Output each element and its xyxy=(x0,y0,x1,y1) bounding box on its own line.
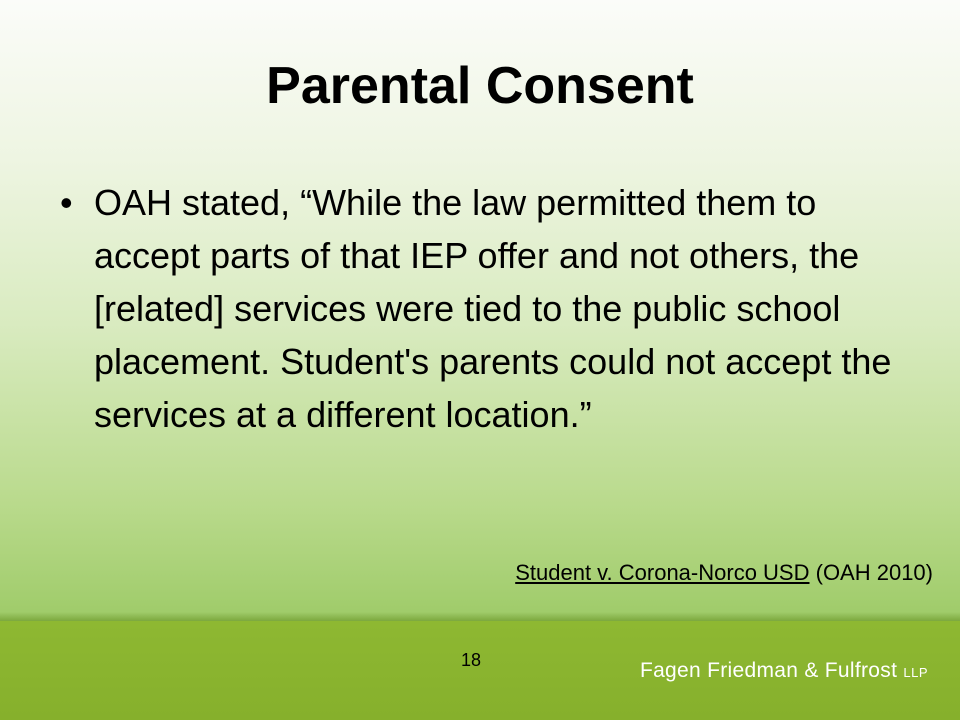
slide-title: Parental Consent xyxy=(266,57,694,115)
page-number: 18 xyxy=(460,650,482,670)
case-name: Student v. Corona-Norco USD xyxy=(515,560,810,585)
case-detail: (OAH 2010) xyxy=(809,560,933,585)
firm-name: Fagen Friedman & Fulfrost xyxy=(639,659,904,682)
bullet-icon: • xyxy=(60,182,73,223)
firm-suffix: LLP xyxy=(903,665,928,680)
bullet-text: OAH stated, “While the law permitted them to accept parts of that IEP offer and not others, the [related] services were tied to the public school placement. Student's parents could not accept the services at a different location.” xyxy=(94,182,892,435)
firm-logo-text xyxy=(640,659,928,683)
bullet-item xyxy=(60,176,920,441)
case-citation xyxy=(515,560,933,586)
